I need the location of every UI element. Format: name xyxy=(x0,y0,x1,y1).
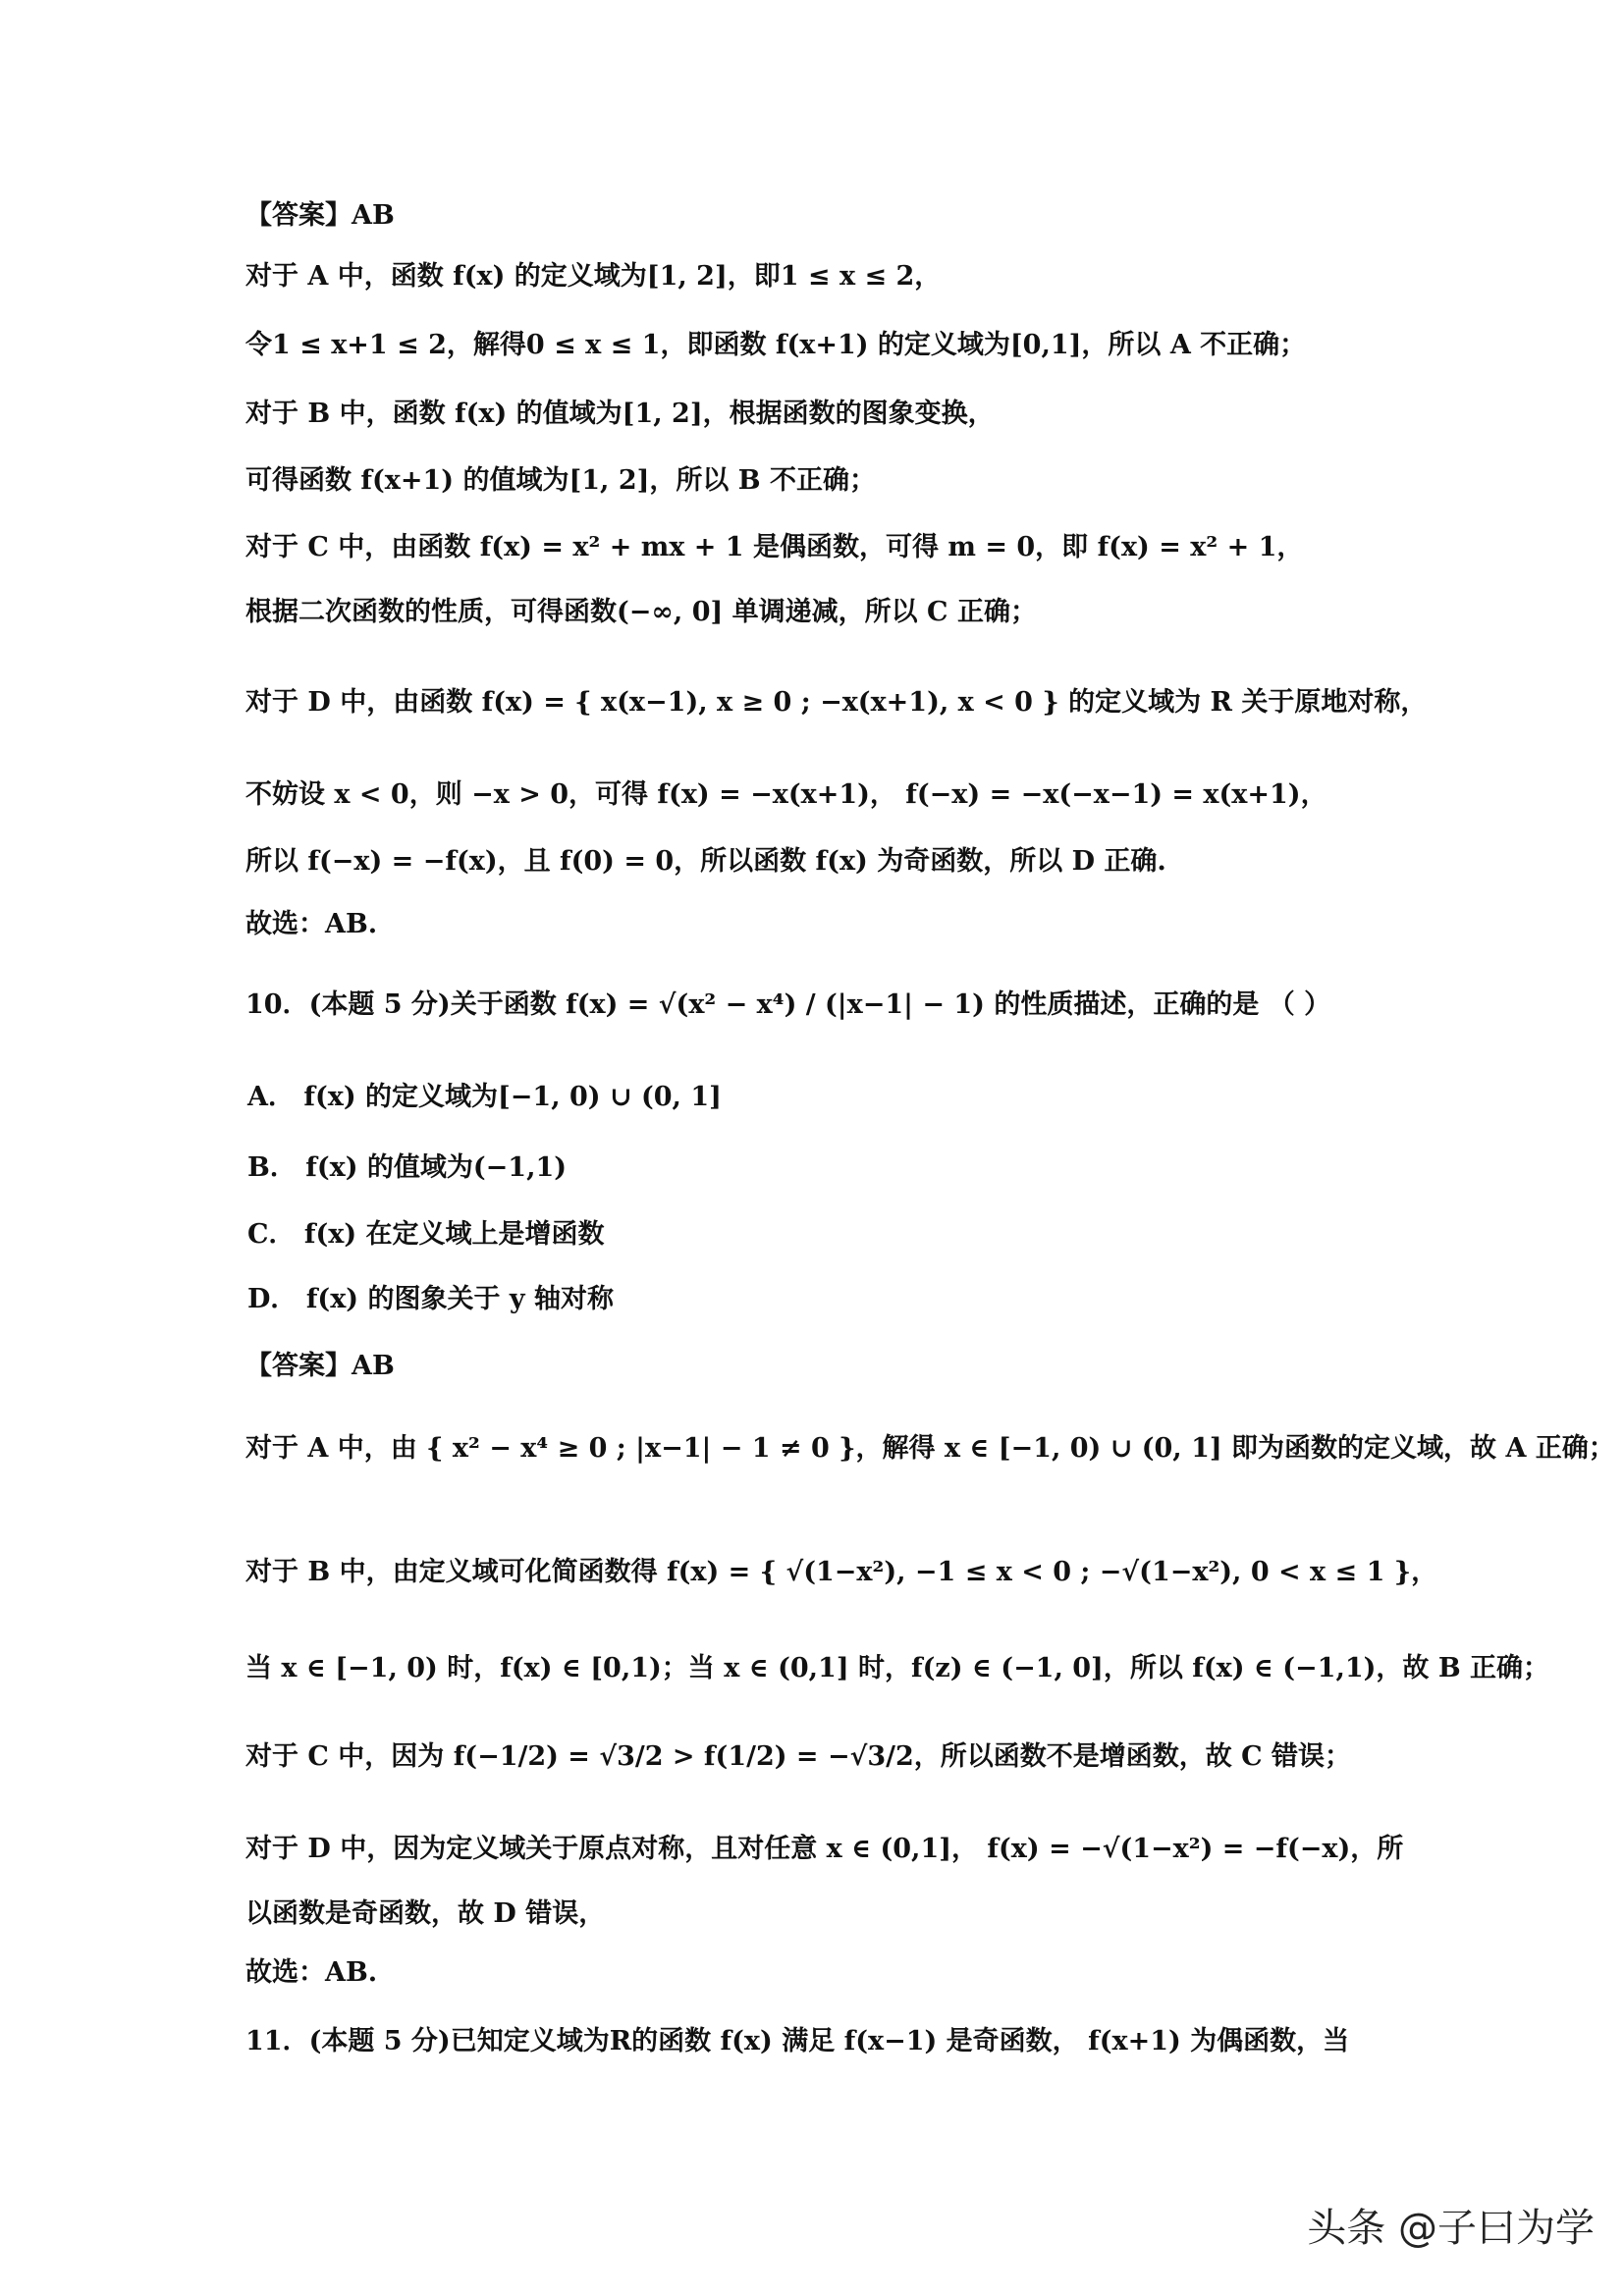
solution-line: 所以 f(−x) = −f(x)，且 f(0) = 0，所以函数 f(x) 为奇函数，所以 D 正确. xyxy=(245,846,1166,877)
option-b: B． f(x) 的值域为(−1,1) xyxy=(247,1152,568,1183)
solution-line: 对于 A 中，函数 f(x) 的定义域为[1, 2]，即1 ≤ x ≤ 2， xyxy=(245,261,942,292)
solution-line: 不妨设 x < 0，则 −x > 0，可得 f(x) = −x(x+1)， f(−x) = −x(−x−1) = x(x+1)， xyxy=(245,779,1327,810)
final-choice: 故选：AB. xyxy=(245,1957,378,1988)
solution-line: 对于 D 中，因为定义域关于原点对称，且对任意 x ∈ (0,1]， f(x) = −√(1−x²) = −f(−x)，所 xyxy=(245,1834,1404,1864)
watermark: 头条 @子曰为学 xyxy=(1307,2206,1595,2251)
solution-line: 当 x ∈ [−1, 0) 时，f(x) ∈ [0,1)；当 x ∈ (0,1] 时，f(z) ∈ (−1, 0]，所以 f(x) ∈ (−1,1)，故 B 正确； xyxy=(245,1653,1550,1683)
question-11-stem: 11．(本题 5 分)已知定义域为R的函数 f(x) 满足 f(x−1) 是奇函数， f(x+1) 为偶函数，当 xyxy=(245,2026,1350,2056)
solution-line: 可得函数 f(x+1) 的值域为[1, 2]，所以 B 不正确； xyxy=(245,465,877,496)
final-choice: 故选：AB. xyxy=(245,909,378,939)
solution-line: 对于 B 中，函数 f(x) 的值域为[1, 2]，根据函数的图象变换， xyxy=(245,399,995,429)
question-10-stem: 10．(本题 5 分)关于函数 f(x) = √(x² − x⁴) / (|x−1| − 1) 的性质描述，正确的是 （ ） xyxy=(245,989,1331,1020)
answer-label-q9: 【答案】AB xyxy=(245,200,395,231)
solution-line: 以函数是奇函数，故 D 错误， xyxy=(245,1898,606,1929)
solution-line: 对于 C 中，因为 f(−1/2) = √3/2 > f(1/2) = −√3/2，所以函数不是增函数，故 C 错误； xyxy=(245,1741,1352,1772)
option-d: D． f(x) 的图象关于 y 轴对称 xyxy=(247,1284,614,1314)
solution-line: 根据二次函数的性质，可得函数(−∞, 0] 单调递减，所以 C 正确； xyxy=(245,597,1037,627)
option-c: C． f(x) 在定义域上是增函数 xyxy=(247,1219,605,1250)
solution-line: 对于 A 中，由 { x² − x⁴ ≥ 0 ; |x−1| − 1 ≠ 0 }，解得 x ∈ [−1, 0) ∪ (0, 1] 即为函数的定义域，故 A 正确； xyxy=(245,1433,1615,1464)
answer-label-q10: 【答案】AB xyxy=(245,1351,395,1381)
solution-line: 对于 C 中，由函数 f(x) = x² + mx + 1 是偶函数，可得 m = 0，即 f(x) = x² + 1， xyxy=(245,532,1304,562)
solution-line: 对于 B 中，由定义域可化简函数得 f(x) = { √(1−x²), −1 ≤ x < 0 ; −√(1−x²), 0 < x ≤ 1 }， xyxy=(245,1557,1438,1587)
solution-line: 令1 ≤ x+1 ≤ 2，解得0 ≤ x ≤ 1，即函数 f(x+1) 的定义域为[0,1]，所以 A 不正确； xyxy=(245,330,1307,360)
option-a: A． f(x) 的定义域为[−1, 0) ∪ (0, 1] xyxy=(247,1082,722,1112)
solution-line: 对于 D 中，由函数 f(x) = { x(x−1), x ≥ 0 ; −x(x+1), x < 0 } 的定义域为 R 关于原地对称， xyxy=(245,687,1428,718)
